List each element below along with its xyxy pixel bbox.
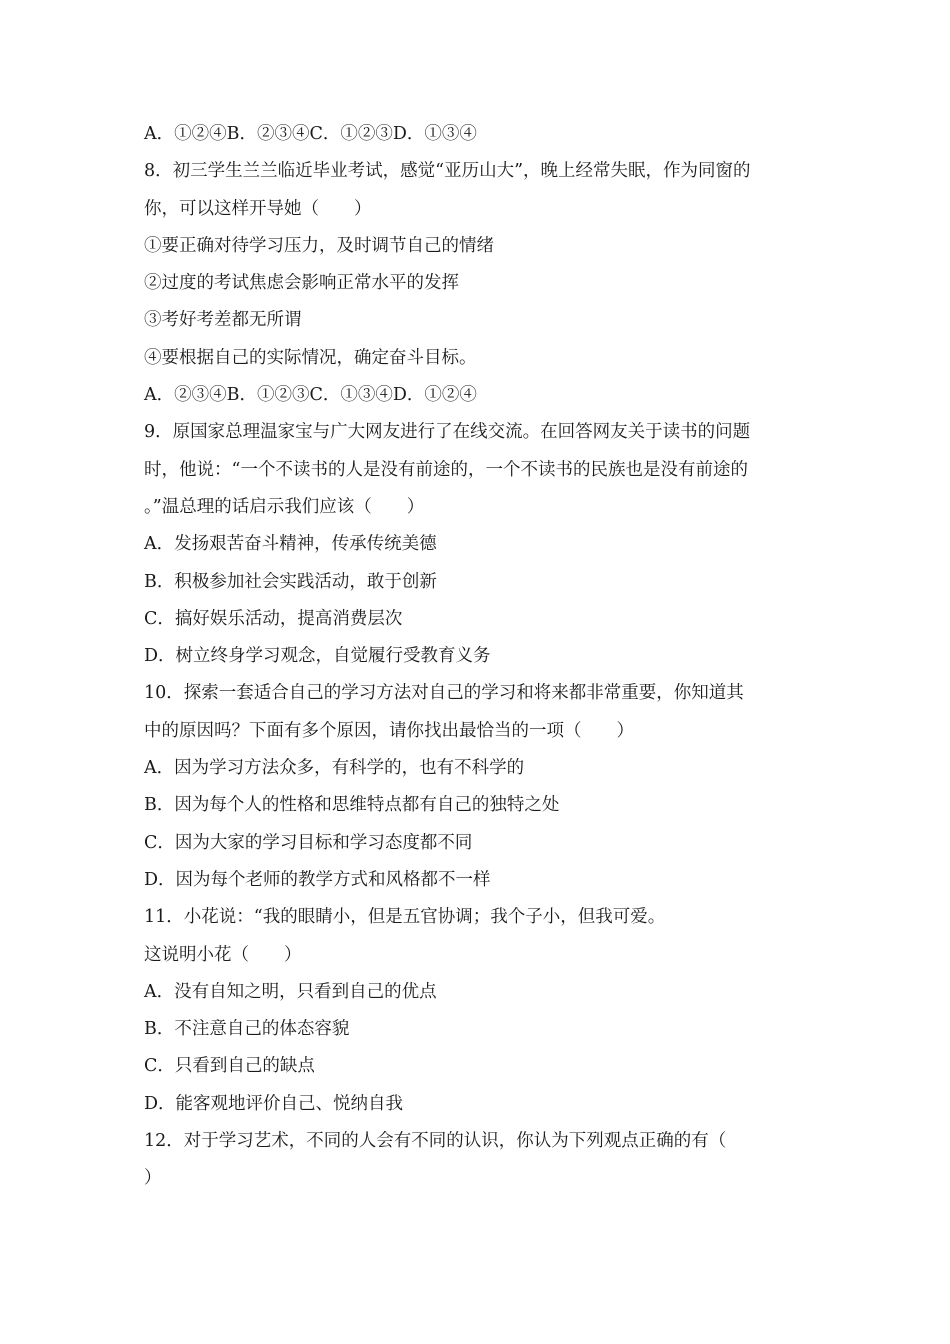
q11-option-c: C．只看到自己的缺点 — [144, 1056, 315, 1077]
q8-stem-line-1: 8．初三学生兰兰临近毕业考试，感觉“亚历山大”，晚上经常失眠，作为同窗的 — [144, 161, 751, 182]
q9-stem-line-3: 。”温总理的话启示我们应该（ ） — [144, 496, 425, 517]
q9-option-d: D．树立终身学习观念，自觉履行受教育义务 — [144, 646, 491, 667]
q9-stem-line-1: 9．原国家总理温家宝与广大网友进行了在线交流。在回答网友关于读书的问题 — [144, 422, 751, 443]
q10-stem-line-2: 中的原因吗？下面有多个原因，请你找出最恰当的一项（ ） — [144, 720, 634, 741]
q10-option-b: B．因为每个人的性格和思维特点都有自己的独特之处 — [144, 795, 560, 816]
q11-stem-line-2: 这说明小花（ ） — [144, 944, 302, 965]
q12-stem-line-2: ） — [144, 1168, 162, 1189]
document-page — [144, 116, 814, 1198]
q11-option-b: B．不注意自己的体态容貌 — [144, 1019, 350, 1040]
q11-option-a: A．没有自知之明，只看到自己的优点 — [144, 981, 437, 1002]
q10-option-a: A．因为学习方法众多，有科学的，也有不科学的 — [144, 758, 525, 779]
q10-option-c: C．因为大家的学习目标和学习态度都不同 — [144, 832, 473, 853]
q8-stem-line-2: 你，可以这样开导她（ ） — [144, 198, 372, 219]
q11-option-d: D．能客观地评价自己、悦纳自我 — [144, 1093, 404, 1114]
q11-stem-line-1: 11．小花说：“我的眼睛小，但是五官协调；我个子小，但我可爱。 — [144, 907, 666, 928]
q8-statement-1: ①要正确对待学习压力，及时调节自己的情绪 — [144, 235, 494, 256]
q8-statement-4: ④要根据自己的实际情况，确定奋斗目标。 — [144, 347, 477, 368]
q9-stem-line-2: 时，他说：“一个不读书的人是没有前途的，一个不读书的民族也是没有前途的 — [144, 459, 748, 480]
q10-option-d: D．因为每个老师的教学方式和风格都不一样 — [144, 869, 491, 890]
q8-statement-3: ③考好考差都无所谓 — [144, 310, 302, 331]
q10-stem-line-1: 10．探索一套适合自己的学习方法对自己的学习和将来都非常重要，你知道其 — [144, 683, 744, 704]
q9-option-a: A．发扬艰苦奋斗精神，传承传统美德 — [144, 534, 437, 555]
q8-statement-2: ②过度的考试焦虑会影响正常水平的发挥 — [144, 273, 459, 294]
q12-stem-line-1: 12．对于学习艺术，不同的人会有不同的认识，你认为下列观点正确的有（ — [144, 1131, 727, 1152]
q7-options: A．①②④B．②③④C．①②③D．①③④ — [144, 124, 477, 144]
q9-option-b: B．积极参加社会实践活动，敢于创新 — [144, 571, 437, 592]
q9-option-c: C．搞好娱乐活动，提高消费层次 — [144, 608, 403, 629]
q8-options: A．②③④B．①②③C．①③④D．①②④ — [144, 385, 477, 406]
